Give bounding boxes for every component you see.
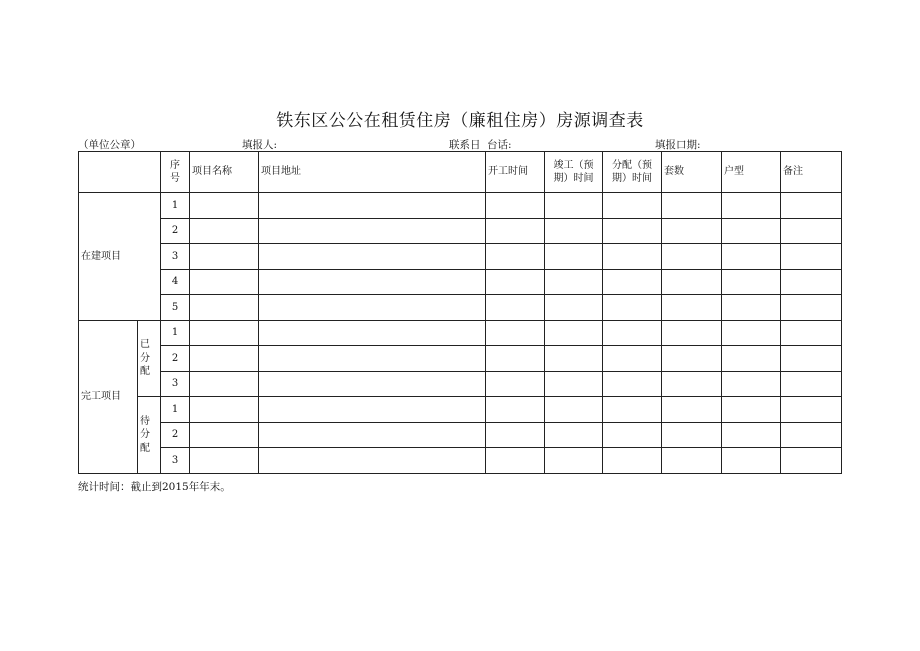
project-address-cell[interactable] [259,346,486,372]
unit-type-cell[interactable] [722,193,781,219]
document-title: 铁东区公公在租赁住房（廉租住房）房源调查表 [276,111,644,131]
table-row [79,269,842,295]
completion-time-cell[interactable] [545,371,603,397]
units-cell[interactable] [662,269,722,295]
unit-seal-label: （单位公章） [78,139,141,151]
project-name-cell[interactable] [190,295,259,321]
units-cell[interactable] [662,371,722,397]
fill-date-label: 填报口期: [655,139,701,151]
row-number: 1 [161,397,190,423]
completion-time-cell[interactable] [545,244,603,270]
allocation-time-cell[interactable] [603,397,662,423]
row-number: 3 [161,244,190,270]
unit-type-cell[interactable] [722,269,781,295]
start-time-cell[interactable] [486,193,545,219]
project-name-cell[interactable] [190,320,259,346]
statistics-time-note: 统计时间：截止到2015年年末。 [78,481,231,493]
start-time-cell[interactable] [486,371,545,397]
notes-cell[interactable] [781,193,842,219]
header-blank-cell [79,152,161,193]
project-name-cell[interactable] [190,371,259,397]
row-number: 2 [161,346,190,372]
unit-type-cell[interactable] [722,346,781,372]
contact-label: 联系日 [449,139,481,151]
header-project-name: 项目名称 [190,152,259,193]
notes-cell[interactable] [781,346,842,372]
unit-type-cell[interactable] [722,218,781,244]
project-address-cell[interactable] [259,218,486,244]
units-cell[interactable] [662,193,722,219]
group-under-construction: 在建项目 [79,193,161,321]
row-number: 3 [161,448,190,474]
header-allocation-time: 分配（预 期）时间 [603,152,662,193]
completion-time-cell[interactable] [545,320,603,346]
project-name-cell[interactable] [190,397,259,423]
notes-cell[interactable] [781,218,842,244]
notes-cell[interactable] [781,269,842,295]
allocation-time-cell[interactable] [603,193,662,219]
allocation-time-cell[interactable] [603,346,662,372]
allocation-time-cell[interactable] [603,448,662,474]
unit-type-cell[interactable] [722,422,781,448]
header-project-address: 项目地址 [259,152,486,193]
notes-cell[interactable] [781,397,842,423]
unit-type-cell[interactable] [722,295,781,321]
start-time-cell[interactable] [486,218,545,244]
project-address-cell[interactable] [259,397,486,423]
table-row [79,193,842,219]
project-name-cell[interactable] [190,422,259,448]
start-time-cell[interactable] [486,397,545,423]
allocation-time-cell[interactable] [603,320,662,346]
project-address-cell[interactable] [259,295,486,321]
project-address-cell[interactable] [259,422,486,448]
unit-type-cell[interactable] [722,244,781,270]
notes-cell[interactable] [781,295,842,321]
notes-cell[interactable] [781,244,842,270]
unit-type-cell[interactable] [722,397,781,423]
units-cell[interactable] [662,422,722,448]
start-time-cell[interactable] [486,422,545,448]
completion-time-cell[interactable] [545,422,603,448]
start-time-cell[interactable] [486,320,545,346]
units-cell[interactable] [662,295,722,321]
project-name-cell[interactable] [190,218,259,244]
notes-cell[interactable] [781,448,842,474]
row-number: 3 [161,371,190,397]
header-start-time: 开工时间 [486,152,545,193]
start-time-cell[interactable] [486,269,545,295]
header-seq: 序 号 [161,152,190,193]
project-address-cell[interactable] [259,448,486,474]
completion-time-cell[interactable] [545,397,603,423]
allocation-time-cell[interactable] [603,371,662,397]
header-row [79,152,842,193]
completion-time-cell[interactable] [545,448,603,474]
row-number: 1 [161,193,190,219]
table-row [79,371,842,397]
completion-time-cell[interactable] [545,193,603,219]
notes-cell[interactable] [781,320,842,346]
completion-time-cell[interactable] [545,218,603,244]
project-address-cell[interactable] [259,269,486,295]
start-time-cell[interactable] [486,244,545,270]
project-name-cell[interactable] [190,193,259,219]
subgroup-allocated: 已分 配 [138,320,161,397]
units-cell[interactable] [662,346,722,372]
units-cell[interactable] [662,244,722,270]
header-unit-type: 户型 [722,152,781,193]
filler-label: 填报人: [242,139,278,151]
notes-cell[interactable] [781,371,842,397]
start-time-cell[interactable] [486,346,545,372]
completion-time-cell[interactable] [545,295,603,321]
row-number: 1 [161,320,190,346]
table-row [79,320,842,346]
table-row [79,218,842,244]
table-row [79,346,842,372]
project-name-cell[interactable] [190,244,259,270]
start-time-cell[interactable] [486,448,545,474]
allocation-time-cell[interactable] [603,269,662,295]
row-number: 4 [161,269,190,295]
header-notes: 备注 [781,152,842,193]
notes-cell[interactable] [781,422,842,448]
units-cell[interactable] [662,218,722,244]
table-row [79,295,842,321]
allocation-time-cell[interactable] [603,422,662,448]
project-name-cell[interactable] [190,346,259,372]
units-cell[interactable] [662,448,722,474]
completion-time-cell[interactable] [545,346,603,372]
project-address-cell[interactable] [259,371,486,397]
allocation-time-cell[interactable] [603,218,662,244]
table-row [79,422,842,448]
project-address-cell[interactable] [259,320,486,346]
units-cell[interactable] [662,397,722,423]
header-completion-time: 竣工（预 期）时间 [545,152,603,193]
unit-type-cell[interactable] [722,320,781,346]
table-row [79,244,842,270]
unit-type-cell[interactable] [722,448,781,474]
units-cell[interactable] [662,320,722,346]
table-row [79,397,842,423]
group-completed: 完工项目 [79,320,138,473]
phone-label: 台话: [487,139,512,151]
project-name-cell[interactable] [190,269,259,295]
subgroup-pending: 待分 配 [138,397,161,474]
completion-time-cell[interactable] [545,269,603,295]
header-units: 套数 [662,152,722,193]
table-row [79,448,842,474]
project-address-cell[interactable] [259,244,486,270]
project-name-cell[interactable] [190,448,259,474]
row-number: 2 [161,218,190,244]
survey-table [78,151,842,474]
allocation-time-cell[interactable] [603,295,662,321]
project-address-cell[interactable] [259,193,486,219]
row-number: 2 [161,422,190,448]
start-time-cell[interactable] [486,295,545,321]
allocation-time-cell[interactable] [603,244,662,270]
row-number: 5 [161,295,190,321]
unit-type-cell[interactable] [722,371,781,397]
